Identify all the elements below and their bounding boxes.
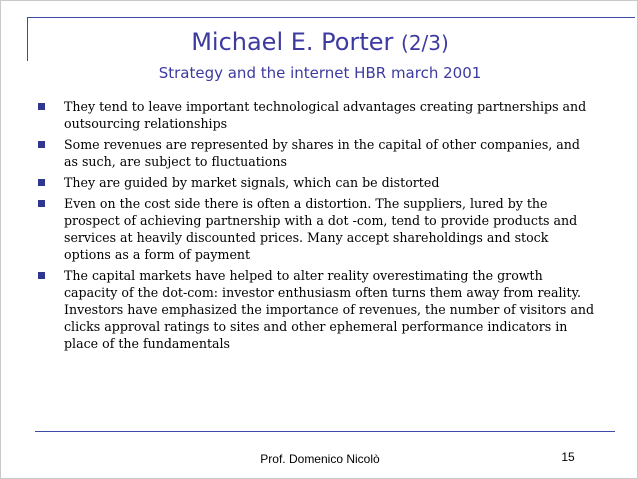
slide-title-part: (2/3) xyxy=(401,31,449,55)
bullet-item xyxy=(37,136,597,170)
top-rule xyxy=(27,17,635,18)
bullet-item xyxy=(37,174,597,191)
slide-title xyxy=(1,27,638,58)
footer-author: Prof. Domenico Nicolò xyxy=(260,452,380,466)
page-number: 15 xyxy=(561,450,575,464)
square-bullet-icon xyxy=(38,272,45,279)
bullet-list xyxy=(37,98,597,356)
square-bullet-icon xyxy=(38,141,45,148)
bullet-text: The capital markets have helped to alter reality overestimating the growth capacity of the dot-com: investor enthusiasm often turns them away from reality. Investors have emphasized the importance of revenues, the number of visitors and clicks approval ratings to sites and other ephemeral performance indicators in place of the fundamentals xyxy=(64,268,595,351)
bullet-item xyxy=(37,195,597,263)
square-bullet-icon xyxy=(38,200,45,207)
bullet-item xyxy=(37,267,597,352)
slide-subtitle: Strategy and the internet HBR march 2001 xyxy=(158,64,482,82)
square-bullet-icon xyxy=(38,179,45,186)
bottom-rule xyxy=(35,431,615,432)
bullet-item xyxy=(37,98,597,132)
bullet-text: Even on the cost side there is often a distortion. The suppliers, lured by the prospect of achieving partnership with a dot -com, tend to provide products and services at heavily discounted prices. Many accept shareholdings and stock options as a form of payment xyxy=(64,196,578,262)
square-bullet-icon xyxy=(38,103,45,110)
slide-title-main: Michael E. Porter xyxy=(191,28,394,56)
bullet-text: They tend to leave important technological advantages creating partnerships and outsourcing relationships xyxy=(64,99,587,131)
bullet-text: Some revenues are represented by shares in the capital of other companies, and as such, are subject to fluctuations xyxy=(64,137,580,169)
bullet-text: They are guided by market signals, which can be distorted xyxy=(64,175,440,190)
